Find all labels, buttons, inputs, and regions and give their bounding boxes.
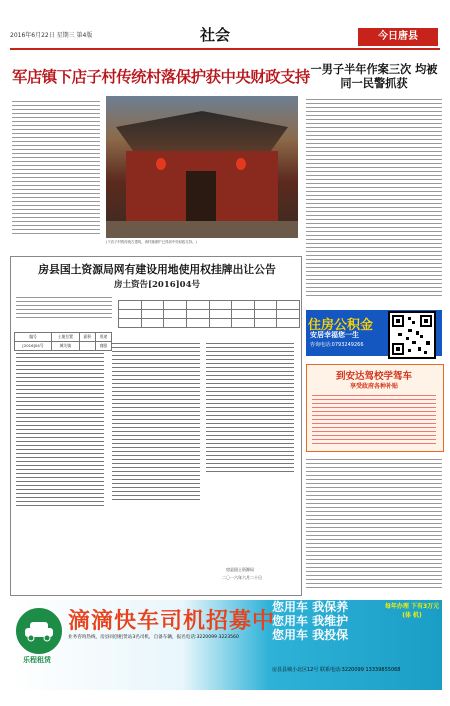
ad-slogans xyxy=(272,600,384,642)
announcement-intro xyxy=(16,294,112,321)
housing-fund-tel: 咨询电话:0793249266 xyxy=(310,342,364,348)
table-header: 编号 xyxy=(15,333,52,342)
header-rule xyxy=(10,48,440,50)
paper-logo: 今日唐县 xyxy=(358,28,438,46)
ad-slogan: 您用车 我保养 xyxy=(272,600,349,614)
announcement-body-col1 xyxy=(16,350,104,509)
qr-code xyxy=(388,311,436,359)
announcement-footer-org: 房县国土资源局 xyxy=(226,567,254,572)
right-article-body xyxy=(306,96,442,299)
driving-school-body xyxy=(312,392,436,447)
driving-school-title: 到安达驾校学驾车 xyxy=(335,371,412,382)
announcement-table-left xyxy=(14,332,112,351)
ad-slogan: 您用车 我投保 xyxy=(272,628,349,642)
right-lower-body xyxy=(306,456,442,591)
table-cell: 商服 xyxy=(95,342,111,351)
temple-photo xyxy=(106,96,298,238)
table-header: 面积 xyxy=(79,333,95,342)
announcement-table-right xyxy=(118,300,300,328)
ad-title: 滴滴快车司机招募中 xyxy=(68,608,276,634)
section-title: 社会 xyxy=(200,26,231,44)
ad-brand-name: 乐程租赁 xyxy=(23,656,51,664)
announcement-body-col3 xyxy=(206,340,294,475)
announcement-title: 房县国土资源局网有建设用地使用权挂牌出让公告 xyxy=(38,263,276,276)
table-cell: [2016]04号 xyxy=(15,342,52,351)
ad-slogan: 您用车 我维护 xyxy=(272,614,349,628)
announcement-footer-date: 二〇一六年六月二十日 xyxy=(222,575,262,580)
table-cell: 城关镇 xyxy=(51,342,79,351)
photo-caption: (下店子村的传统古建筑，该村落保护已得到中央财政支持。) xyxy=(106,240,197,244)
announcement-body-col2 xyxy=(112,340,200,503)
main-headline: 军店镇下店子村传统村落保护获中央财政支持 xyxy=(12,68,310,86)
ad-address: 房县县城小北区12号 联系电话:3220099 13339855068 xyxy=(272,667,401,673)
table-header: 土地位置 xyxy=(51,333,79,342)
announcement-doc-no: 房土资告[2016]04号 xyxy=(113,280,201,290)
article-body-left xyxy=(12,98,100,237)
date-line: 2016年6月22日 星期三 第4版 xyxy=(10,32,93,39)
table-header: 用途 xyxy=(95,333,111,342)
ad-price: 每年办理 下有3万元 (体 机) xyxy=(384,603,440,619)
housing-fund-title: 住房公积金 xyxy=(308,318,374,333)
right-headline: 一男子半年作案三次 均被同一民警抓获 xyxy=(310,62,438,90)
driving-school-subtitle: 享受政府各种补贴 xyxy=(349,383,398,390)
housing-fund-subtitle: 安居幸福您一生 xyxy=(310,331,359,339)
ad-info: 业务咨询热线，房县同创租赁站3名司机，自备车辆，报名电话:3220099 3223560 xyxy=(68,635,239,640)
car-logo-icon xyxy=(14,606,64,656)
